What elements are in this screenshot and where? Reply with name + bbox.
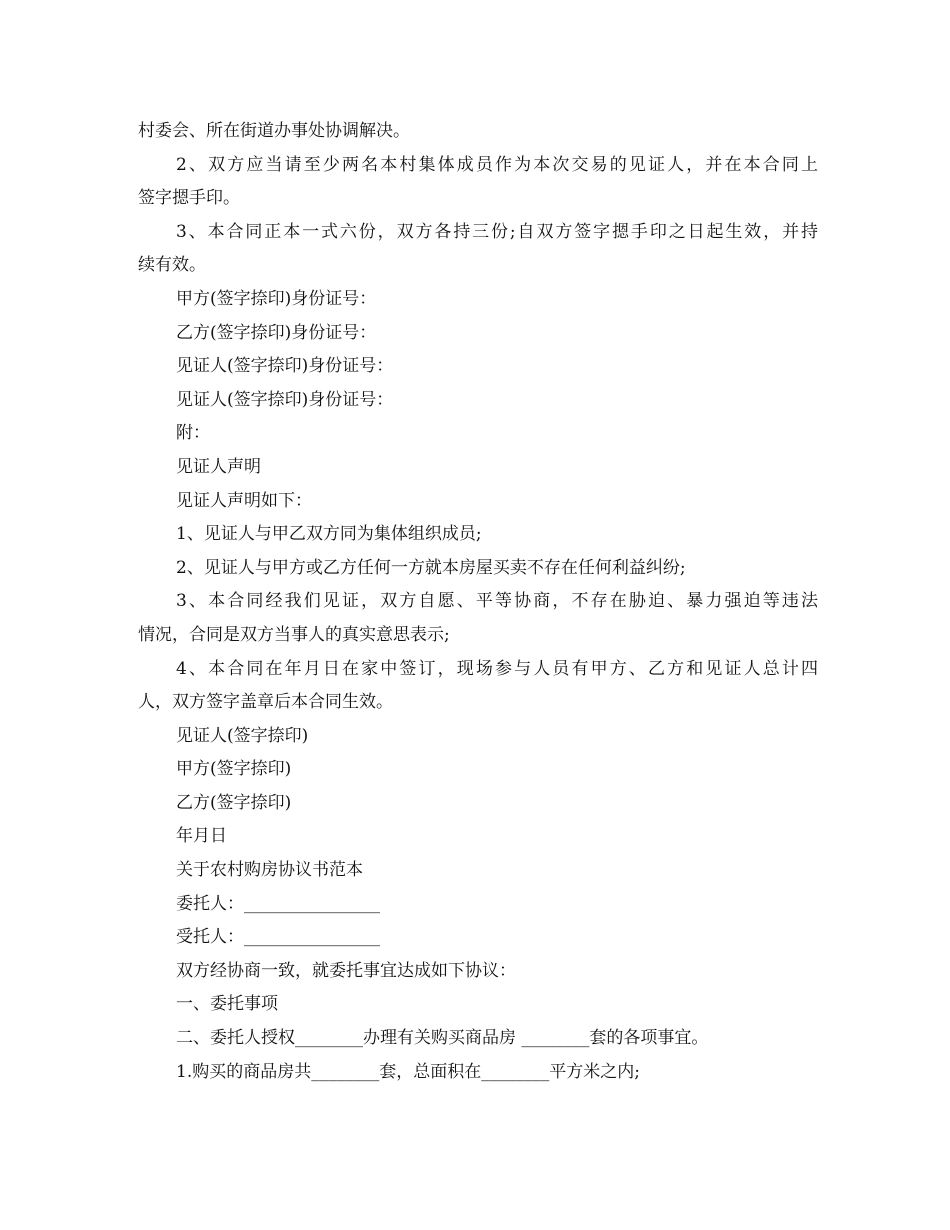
text-line: 甲方(签字捺印)	[176, 759, 292, 780]
text-line: 二、委托人授权________办理有关购买商品房 ________套的各项事宜。	[176, 1028, 709, 1049]
section-heading: 见证人声明	[176, 456, 261, 477]
text-line: 双方经协商一致，就委托事宜达成如下协议：	[176, 960, 516, 981]
text-line: 3、本合同经我们见证，双方自愿、平等协商，不存在胁迫、暴力强迫等违法	[176, 591, 818, 612]
text-line: 委托人：________________	[176, 893, 380, 914]
text-line: 乙方(签字捺印)身份证号：	[176, 322, 377, 343]
text-line: 受托人：________________	[176, 927, 380, 948]
section-heading: 关于农村购房协议书范本	[176, 860, 363, 881]
text-line: 见证人(签字捺印)身份证号：	[176, 356, 394, 377]
text-line: 续有效。	[138, 255, 206, 276]
text-line: 见证人(签字捺印)	[176, 725, 309, 746]
text-line: 附：	[176, 423, 210, 444]
text-line: 3、本合同正本一式六份，双方各持三份;自双方签字摁手印之日起生效，并持	[176, 221, 818, 242]
text-line: 乙方(签字捺印)	[176, 792, 292, 813]
text-line: 1.购买的商品房共________套，总面积在________平方米之内;	[176, 1061, 640, 1082]
text-line: 年月日	[176, 826, 227, 847]
text-line: 见证人(签字捺印)身份证号：	[176, 389, 394, 410]
text-line: 情况，合同是双方当事人的真实意思表示;	[138, 624, 450, 645]
text-line: 2、双方应当请至少两名本村集体成员作为本次交易的见证人，并在本合同上	[176, 154, 818, 175]
text-line: 2、见证人与甲方或乙方任何一方就本房屋买卖不存在任何利益纠纷;	[176, 557, 686, 578]
document-body	[138, 115, 818, 1089]
text-line: 4、本合同在年月日在家中签订，现场参与人员有甲方、乙方和见证人总计四	[176, 658, 818, 679]
text-line: 甲方(签字捺印)身份证号：	[176, 288, 377, 309]
text-line: 签字摁手印。	[138, 188, 240, 209]
text-line: 见证人声明如下：	[176, 490, 312, 511]
text-line: 1、见证人与甲乙双方同为集体组织成员;	[176, 524, 482, 545]
text-line: 人，双方签字盖章后本合同生效。	[138, 692, 393, 713]
text-line: 一、委托事项	[176, 994, 278, 1015]
text-line: 村委会、所在街道办事处协调解决。	[138, 121, 410, 141]
